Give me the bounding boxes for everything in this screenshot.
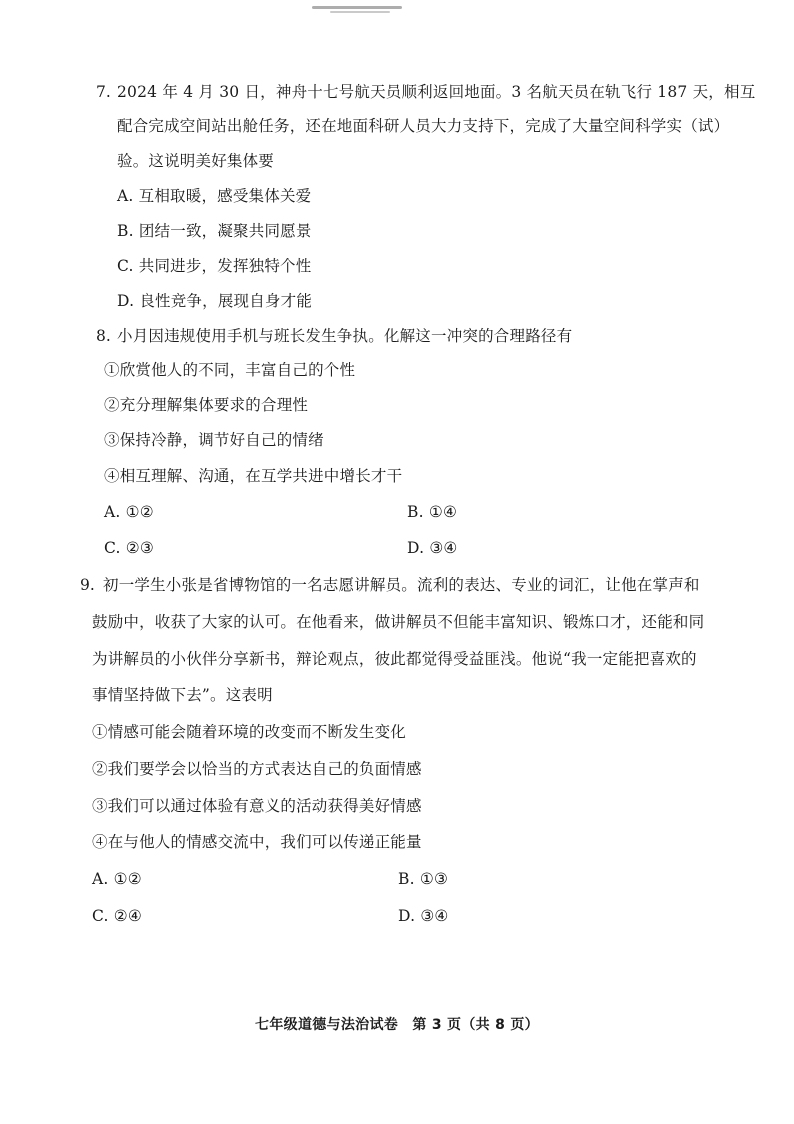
scan-mark	[312, 6, 402, 9]
statement-2: ②充分理解集体要求的合理性	[104, 396, 309, 414]
statement-1: ①欣赏他人的不同，丰富自己的个性	[104, 361, 356, 379]
option-a[interactable]: A. 互相取暖，感受集体关爱	[117, 187, 312, 205]
option-b[interactable]: B. ①③	[398, 870, 449, 888]
statement-4: ④在与他人的情感交流中，我们可以传递正能量	[92, 833, 422, 851]
page-footer: 七年级道德与法治试卷 第 3 页（共 8 页）	[255, 1017, 539, 1033]
option-b[interactable]: B. ①④	[407, 503, 458, 521]
statement-1: ①情感可能会随着环境的改变而不断发生变化	[92, 723, 407, 741]
question-stem-line: 为讲解员的小伙伴分享新书，辩论观点，彼此都觉得受益匪浅。他说“我一定能把喜欢的	[92, 650, 697, 668]
option-c[interactable]: C. ②④	[92, 907, 142, 925]
option-c[interactable]: C. ②③	[104, 539, 154, 557]
statement-4: ④相互理解、沟通，在互学共进中增长才干	[104, 467, 403, 485]
statement-3: ③我们可以通过体验有意义的活动获得美好情感	[92, 797, 422, 815]
option-d[interactable]: D. ③④	[407, 539, 458, 557]
question-stem-line: 小月因违规使用手机与班长发生争执。化解这一冲突的合理路径有	[117, 327, 573, 345]
option-a[interactable]: A. ①②	[104, 503, 154, 521]
question-number: 8.	[96, 327, 111, 345]
option-d[interactable]: D. 良性竞争，展现自身才能	[117, 292, 313, 310]
option-d[interactable]: D. ③④	[398, 907, 449, 925]
scan-mark	[330, 11, 390, 13]
question-stem-line: 事情坚持做下去”。这表明	[92, 686, 273, 704]
question-stem-line: 鼓励中，收获了大家的认可。在他看来，做讲解员不但能丰富知识、锻炼口才，还能和同	[92, 613, 705, 631]
question-stem-line: 2024 年 4 月 30 日，神舟十七号航天员顺利返回地面。3 名航天员在轨飞行 187 天，相互	[117, 83, 756, 101]
statement-3: ③保持冷静，调节好自己的情绪	[104, 431, 324, 449]
option-b[interactable]: B. 团结一致，凝聚共同愿景	[117, 222, 312, 240]
question-stem-line: 初一学生小张是省博物馆的一名志愿讲解员。流利的表达、专业的词汇，让他在掌声和	[103, 576, 700, 594]
statement-2: ②我们要学会以恰当的方式表达自己的负面情感	[92, 760, 422, 778]
option-c[interactable]: C. 共同进步，发挥独特个性	[117, 257, 312, 275]
question-number: 9.	[80, 576, 95, 594]
question-number: 7.	[96, 83, 111, 101]
question-stem-line: 配合完成空间站出舱任务，还在地面科研人员大力支持下，完成了大量空间科学实（试）	[117, 117, 730, 135]
question-stem-line: 验。这说明美好集体要	[117, 152, 275, 170]
option-a[interactable]: A. ①②	[92, 870, 142, 888]
